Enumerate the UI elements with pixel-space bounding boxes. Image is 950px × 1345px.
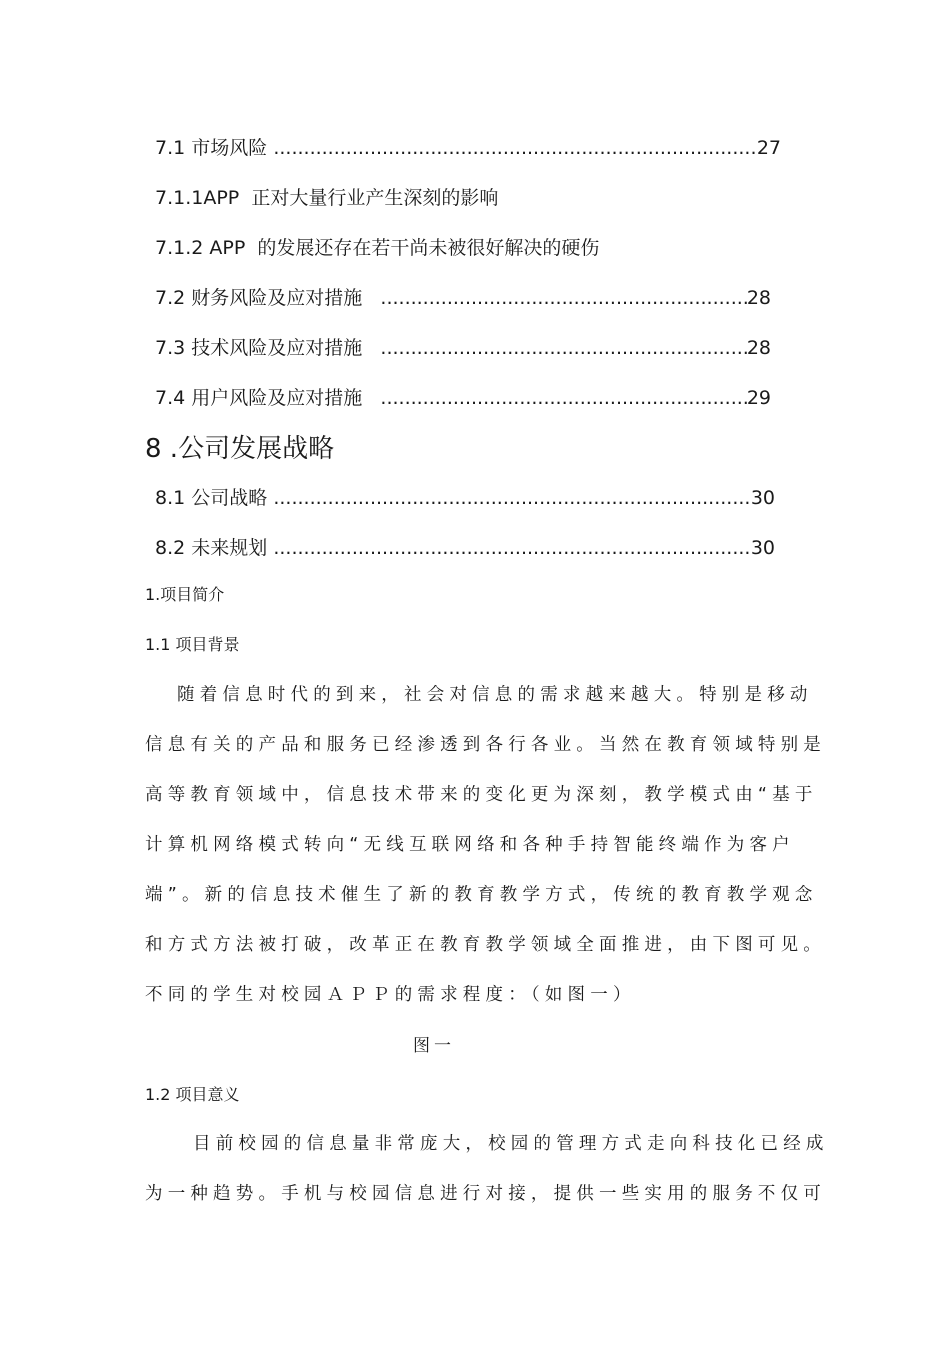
- toc-title: 正对大量行业产生深刻的影响: [251, 187, 499, 209]
- section-heading-1-1: 1.1 项目背景: [145, 635, 240, 654]
- paragraph-line: 和方式方法被打破，改革正在教育教学领域全面推进，由下图可见。: [145, 935, 826, 955]
- toc-page-number: 27: [756, 137, 781, 159]
- toc-title: 的发展还存在若干尚未被很好解决的硬伤: [257, 237, 600, 259]
- figure-caption: 图一: [413, 1036, 455, 1056]
- toc-title: 技术风险及应对措施: [191, 337, 363, 359]
- paragraph-line: 随着信息时代的到来，社会对信息的需求越来越大。特别是移动: [177, 685, 813, 705]
- toc-leader-dots: [273, 487, 750, 509]
- toc-entry-7-2: [155, 283, 771, 310]
- paragraph-line: 目前校园的信息量非常庞大，校园的管理方式走向科技化已经成: [193, 1134, 829, 1154]
- paragraph-line: 计算机网络模式转向“无线互联网络和各种手持智能终端作为客户: [145, 835, 795, 855]
- toc-page-number: 28: [746, 337, 771, 359]
- toc-entry-7-1-1: [155, 183, 498, 210]
- paragraph-line: 不同的学生对校园ＡＰＰ的需求程度：（如图一）: [145, 985, 636, 1005]
- toc-entry-7-1: [155, 133, 781, 160]
- toc-number: 7.1: [155, 137, 186, 159]
- toc-leader-dots: [273, 537, 750, 559]
- paragraph-line: 端”。新的信息技术催生了新的教育教学方式，传统的教育教学观念: [145, 885, 818, 905]
- paragraph-line: 高等教育领域中，信息技术带来的变化更为深刻，教学模式由“基于: [145, 785, 818, 805]
- toc-chapter-8-heading: 8 .公司发展战略: [145, 434, 335, 464]
- toc-page-number: 28: [746, 287, 771, 309]
- toc-page-number: 29: [746, 387, 771, 409]
- section-heading-1: 1.项目简介: [145, 585, 225, 604]
- toc-number: 7.1.2 APP: [155, 237, 246, 259]
- toc-number: 7.2: [155, 287, 186, 309]
- toc-leader-dots: [380, 337, 746, 359]
- toc-number: 7.1.1APP: [155, 187, 240, 209]
- toc-entry-8-2: [155, 533, 775, 560]
- toc-page-number: 30: [750, 537, 775, 559]
- toc-entry-7-1-2: [155, 233, 599, 260]
- toc-title: 用户风险及应对措施: [191, 387, 363, 409]
- toc-page-number: 30: [750, 487, 775, 509]
- toc-number: 8.1: [155, 487, 186, 509]
- toc-entry-8-1: [155, 483, 775, 510]
- toc-leader-dots: [273, 137, 756, 159]
- toc-title: 未来规划: [191, 537, 268, 559]
- section-heading-1-2: 1.2 项目意义: [145, 1085, 240, 1104]
- toc-number: 7.3: [155, 337, 186, 359]
- toc-entry-7-3: [155, 333, 771, 360]
- toc-entry-7-4: [155, 383, 771, 410]
- paragraph-line: 信息有关的产品和服务已经渗透到各行各业。当然在教育领域特别是: [145, 735, 826, 755]
- paragraph-line: 为一种趋势。手机与校园信息进行对接，提供一些实用的服务不仅可: [145, 1184, 826, 1204]
- toc-number: 7.4: [155, 387, 186, 409]
- toc-title: 公司战略: [191, 487, 268, 509]
- toc-leader-dots: [380, 287, 746, 309]
- toc-title: 财务风险及应对措施: [191, 287, 363, 309]
- toc-title: 市场风险: [191, 137, 268, 159]
- toc-leader-dots: [380, 387, 746, 409]
- toc-number: 8.2: [155, 537, 186, 559]
